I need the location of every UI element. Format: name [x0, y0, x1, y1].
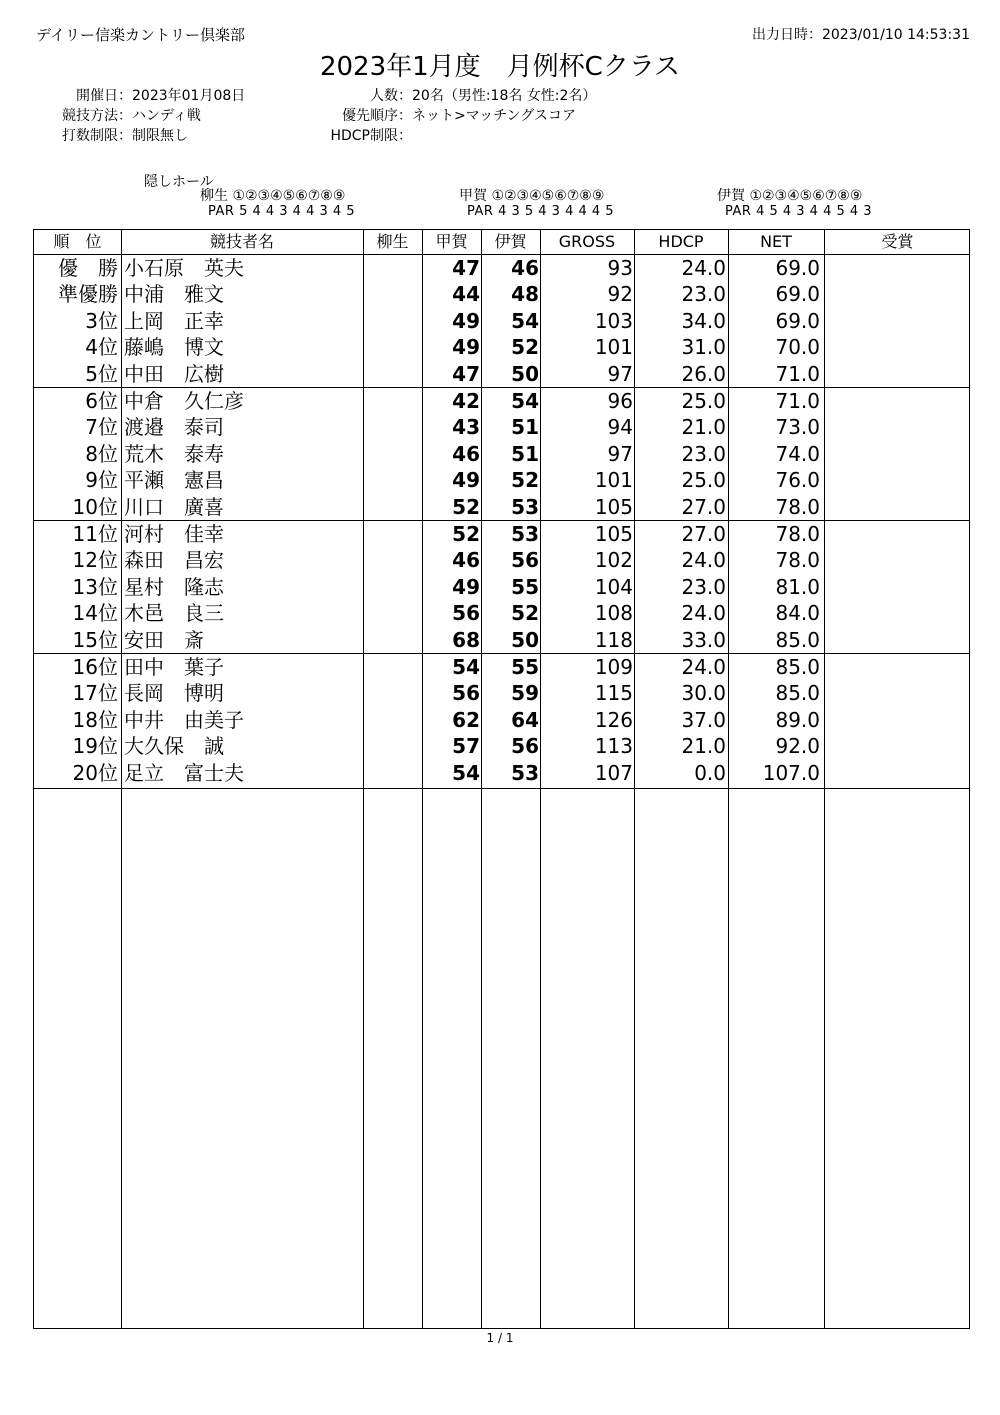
cell-iga: 50 — [511, 627, 539, 652]
cell-net: 76.0 — [775, 468, 820, 493]
cell-net: 78.0 — [775, 522, 820, 546]
stroke-label: 打数制限： — [62, 128, 132, 144]
cell-net: 70.0 — [775, 335, 820, 360]
cell-name: 荒木 泰寿 — [124, 441, 224, 466]
cell-net: 92.0 — [775, 734, 820, 759]
cell-koga: 42 — [452, 389, 480, 413]
header-yagyu: 柳生 — [376, 232, 409, 251]
cell-net: 69.0 — [775, 282, 820, 307]
table-row — [34, 494, 969, 520]
cell-koga: 49 — [452, 468, 480, 493]
output-datetime-label: 出力日時： — [751, 27, 822, 43]
cell-net: 85.0 — [775, 655, 820, 679]
cell-rank: 12位 — [72, 548, 118, 573]
method-value: ハンディ戦 — [132, 108, 201, 124]
cell-name: 中田 広樹 — [124, 361, 224, 386]
hidden-holes-label: 隠しホール — [144, 174, 214, 190]
table-row — [34, 733, 969, 759]
club-name: デイリー信楽カントリー倶楽部 — [36, 26, 245, 44]
cell-hdcp: 31.0 — [681, 335, 726, 360]
table-row — [34, 760, 969, 786]
header-net: NET — [760, 232, 792, 251]
cell-net: 73.0 — [775, 415, 820, 440]
cell-hdcp: 23.0 — [681, 441, 726, 466]
count-line — [0, 86, 596, 106]
cell-koga: 54 — [452, 655, 480, 679]
par-line: PAR 5 4 4 3 4 4 3 4 5 — [208, 204, 356, 219]
cell-koga: 46 — [452, 441, 480, 466]
cell-rank: 18位 — [72, 707, 118, 732]
cell-gross: 113 — [594, 734, 633, 759]
cell-net: 107.0 — [762, 760, 820, 785]
table-row — [34, 680, 969, 706]
cell-name: 星村 隆志 — [124, 574, 224, 599]
info-right — [0, 86, 596, 146]
header-hdcp: HDCP — [658, 232, 704, 251]
cell-gross: 109 — [594, 655, 633, 679]
cell-rank: 8位 — [85, 441, 118, 466]
cell-koga: 49 — [452, 308, 480, 333]
cell-gross: 92 — [607, 282, 633, 307]
table-row — [34, 521, 969, 547]
table-row — [34, 547, 969, 573]
cell-hdcp: 25.0 — [681, 468, 726, 493]
course-name: 柳生 — [200, 188, 228, 204]
cell-koga: 52 — [452, 522, 480, 546]
cell-gross: 105 — [594, 494, 633, 519]
cell-hdcp: 24.0 — [681, 256, 726, 280]
cell-rank: 6位 — [85, 389, 118, 413]
cell-koga: 43 — [452, 415, 480, 440]
header-iga: 伊賀 — [494, 232, 527, 251]
cell-hdcp: 0.0 — [694, 760, 726, 785]
cell-gross: 103 — [594, 308, 633, 333]
cell-gross: 93 — [607, 256, 633, 280]
cell-rank: 15位 — [72, 627, 118, 652]
cell-gross: 101 — [594, 335, 633, 360]
cell-net: 71.0 — [775, 361, 820, 386]
priority-line — [0, 106, 596, 126]
cell-koga: 68 — [452, 627, 480, 652]
count-value: 20名（男性:18名 女性:2名） — [412, 88, 597, 104]
cell-iga: 64 — [511, 707, 539, 732]
page-title: 2023年1月度 月例杯Cクラス — [319, 52, 681, 82]
cell-iga: 53 — [511, 760, 539, 785]
hidden-holes-yagyu — [200, 188, 355, 220]
header-award: 受賞 — [881, 232, 914, 251]
cell-iga: 52 — [511, 335, 539, 360]
cell-iga: 54 — [511, 308, 539, 333]
cell-hdcp: 24.0 — [681, 655, 726, 679]
table-row — [34, 600, 969, 626]
cell-hdcp: 37.0 — [681, 707, 726, 732]
cell-name: 平瀬 憲昌 — [124, 468, 224, 493]
cell-hdcp: 25.0 — [681, 389, 726, 413]
hole-marks: ①②③④⑤⑥⑦⑧⑨ — [491, 188, 605, 204]
cell-net: 81.0 — [775, 574, 820, 599]
cell-rank: 4位 — [85, 335, 118, 360]
priority-label: 優先順序： — [342, 108, 412, 124]
cell-iga: 56 — [511, 548, 539, 573]
cell-koga: 56 — [452, 681, 480, 706]
cell-gross: 94 — [607, 415, 633, 440]
header-gross: GROSS — [558, 232, 616, 251]
cell-koga: 56 — [452, 601, 480, 626]
table-row — [34, 574, 969, 600]
course-name: 甲賀 — [459, 188, 487, 204]
cell-koga: 47 — [452, 361, 480, 386]
cell-net: 85.0 — [775, 627, 820, 652]
method-label: 競技方法： — [62, 108, 132, 124]
cell-rank: 7位 — [85, 415, 118, 440]
cell-rank: 10位 — [72, 494, 118, 519]
cell-hdcp: 33.0 — [681, 627, 726, 652]
table-row — [34, 255, 969, 281]
cell-hdcp: 21.0 — [681, 734, 726, 759]
cell-gross: 108 — [594, 601, 633, 626]
hdcp-limit-line — [0, 126, 596, 146]
hole-marks: ①②③④⑤⑥⑦⑧⑨ — [232, 188, 346, 204]
course-name: 伊賀 — [717, 188, 745, 204]
cell-hdcp: 21.0 — [681, 415, 726, 440]
header-name: 競技者名 — [209, 232, 274, 251]
cell-iga: 56 — [511, 734, 539, 759]
cell-hdcp: 27.0 — [681, 494, 726, 519]
cell-rank: 14位 — [72, 601, 118, 626]
cell-gross: 107 — [594, 760, 633, 785]
cell-hdcp: 24.0 — [681, 601, 726, 626]
date-value: 2023年01月08日 — [132, 88, 246, 104]
cell-iga: 46 — [511, 256, 539, 280]
cell-iga: 52 — [511, 468, 539, 493]
table-row — [34, 441, 969, 467]
header-koga: 甲賀 — [435, 232, 468, 251]
hdcp-limit-label: HDCP制限： — [330, 128, 412, 144]
cell-koga: 57 — [452, 734, 480, 759]
priority-value: ネット>マッチングスコア — [412, 108, 577, 124]
cell-name: 中倉 久仁彦 — [124, 389, 244, 413]
cell-net: 74.0 — [775, 441, 820, 466]
hidden-holes-koga — [459, 188, 614, 220]
cell-name: 河村 佳幸 — [124, 522, 224, 546]
cell-koga: 52 — [452, 494, 480, 519]
cell-rank: 5位 — [85, 361, 118, 386]
cell-hdcp: 23.0 — [681, 282, 726, 307]
cell-name: 安田 斎 — [124, 627, 204, 652]
hole-marks: ①②③④⑤⑥⑦⑧⑨ — [749, 188, 863, 204]
cell-name: 渡邉 泰司 — [124, 415, 224, 440]
output-datetime-value: 2023/01/10 14:53:31 — [821, 27, 970, 43]
table-row — [34, 334, 969, 360]
cell-name: 中浦 雅文 — [124, 282, 224, 307]
header-rank: 順 位 — [53, 232, 102, 251]
cell-gross: 115 — [594, 681, 633, 706]
cell-koga: 49 — [452, 574, 480, 599]
cell-name: 小石原 英夫 — [124, 256, 244, 280]
cell-gross: 96 — [607, 389, 633, 413]
date-label: 開催日： — [76, 88, 132, 104]
cell-iga: 51 — [511, 415, 539, 440]
table-row — [34, 654, 969, 680]
cell-koga: 54 — [452, 760, 480, 785]
cell-koga: 44 — [452, 282, 480, 307]
cell-rank: 19位 — [72, 734, 118, 759]
cell-net: 69.0 — [775, 308, 820, 333]
cell-net: 78.0 — [775, 548, 820, 573]
cell-net: 85.0 — [775, 681, 820, 706]
cell-iga: 52 — [511, 601, 539, 626]
cell-iga: 53 — [511, 522, 539, 546]
table-row — [34, 281, 969, 307]
page-number: 1 / 1 — [486, 1331, 514, 1345]
cell-iga: 51 — [511, 441, 539, 466]
cell-hdcp: 30.0 — [681, 681, 726, 706]
cell-name: 森田 昌宏 — [124, 548, 224, 573]
cell-name: 川口 廣喜 — [124, 494, 224, 519]
cell-iga: 53 — [511, 494, 539, 519]
cell-name: 大久保 誠 — [124, 734, 224, 759]
par-line: PAR 4 3 5 4 3 4 4 4 5 — [467, 204, 615, 219]
cell-hdcp: 23.0 — [681, 574, 726, 599]
stroke-value: 制限無し — [132, 128, 188, 144]
cell-iga: 48 — [511, 282, 539, 307]
cell-name: 上岡 正幸 — [124, 308, 224, 333]
cell-koga: 49 — [452, 335, 480, 360]
table-row — [34, 627, 969, 653]
cell-rank: 17位 — [72, 681, 118, 706]
cell-net: 69.0 — [775, 256, 820, 280]
cell-gross: 97 — [607, 361, 633, 386]
cell-gross: 105 — [594, 522, 633, 546]
cell-koga: 62 — [452, 707, 480, 732]
cell-hdcp: 26.0 — [681, 361, 726, 386]
cell-iga: 59 — [511, 681, 539, 706]
cell-name: 木邑 良三 — [124, 601, 224, 626]
cell-iga: 55 — [511, 655, 539, 679]
cell-hdcp: 24.0 — [681, 548, 726, 573]
table-row — [34, 414, 969, 440]
count-label: 人数： — [370, 88, 412, 104]
cell-rank: 20位 — [72, 760, 118, 785]
cell-name: 藤嶋 博文 — [124, 335, 224, 360]
cell-iga: 55 — [511, 574, 539, 599]
cell-rank: 優 勝 — [58, 256, 118, 280]
cell-name: 田中 葉子 — [124, 655, 224, 679]
cell-rank: 9位 — [85, 468, 118, 493]
cell-rank: 11位 — [72, 522, 118, 546]
cell-rank: 3位 — [85, 308, 118, 333]
table-row — [34, 361, 969, 387]
cell-net: 78.0 — [775, 494, 820, 519]
output-datetime — [752, 24, 970, 44]
cell-net: 71.0 — [775, 389, 820, 413]
cell-gross: 118 — [594, 627, 633, 652]
table-row — [34, 707, 969, 733]
cell-name: 足立 富士夫 — [124, 760, 244, 785]
table-row — [34, 467, 969, 493]
cell-net: 89.0 — [775, 707, 820, 732]
cell-hdcp: 34.0 — [681, 308, 726, 333]
cell-hdcp: 27.0 — [681, 522, 726, 546]
cell-koga: 47 — [452, 256, 480, 280]
hidden-holes-iga — [717, 188, 872, 220]
cell-rank: 16位 — [72, 655, 118, 679]
cell-name: 中井 由美子 — [124, 707, 244, 732]
table-row — [34, 308, 969, 334]
group-divider — [34, 788, 969, 789]
cell-iga: 50 — [511, 361, 539, 386]
cell-name: 長岡 博明 — [124, 681, 224, 706]
cell-rank: 準優勝 — [58, 282, 118, 307]
cell-gross: 102 — [594, 548, 633, 573]
par-line: PAR 4 5 4 3 4 4 5 4 3 — [725, 204, 873, 219]
cell-gross: 101 — [594, 468, 633, 493]
cell-gross: 126 — [594, 707, 633, 732]
table-row — [34, 388, 969, 414]
cell-rank: 13位 — [72, 574, 118, 599]
cell-net: 84.0 — [775, 601, 820, 626]
cell-koga: 46 — [452, 548, 480, 573]
cell-iga: 54 — [511, 389, 539, 413]
cell-gross: 97 — [607, 441, 633, 466]
results-table — [33, 229, 970, 1329]
cell-gross: 104 — [594, 574, 633, 599]
